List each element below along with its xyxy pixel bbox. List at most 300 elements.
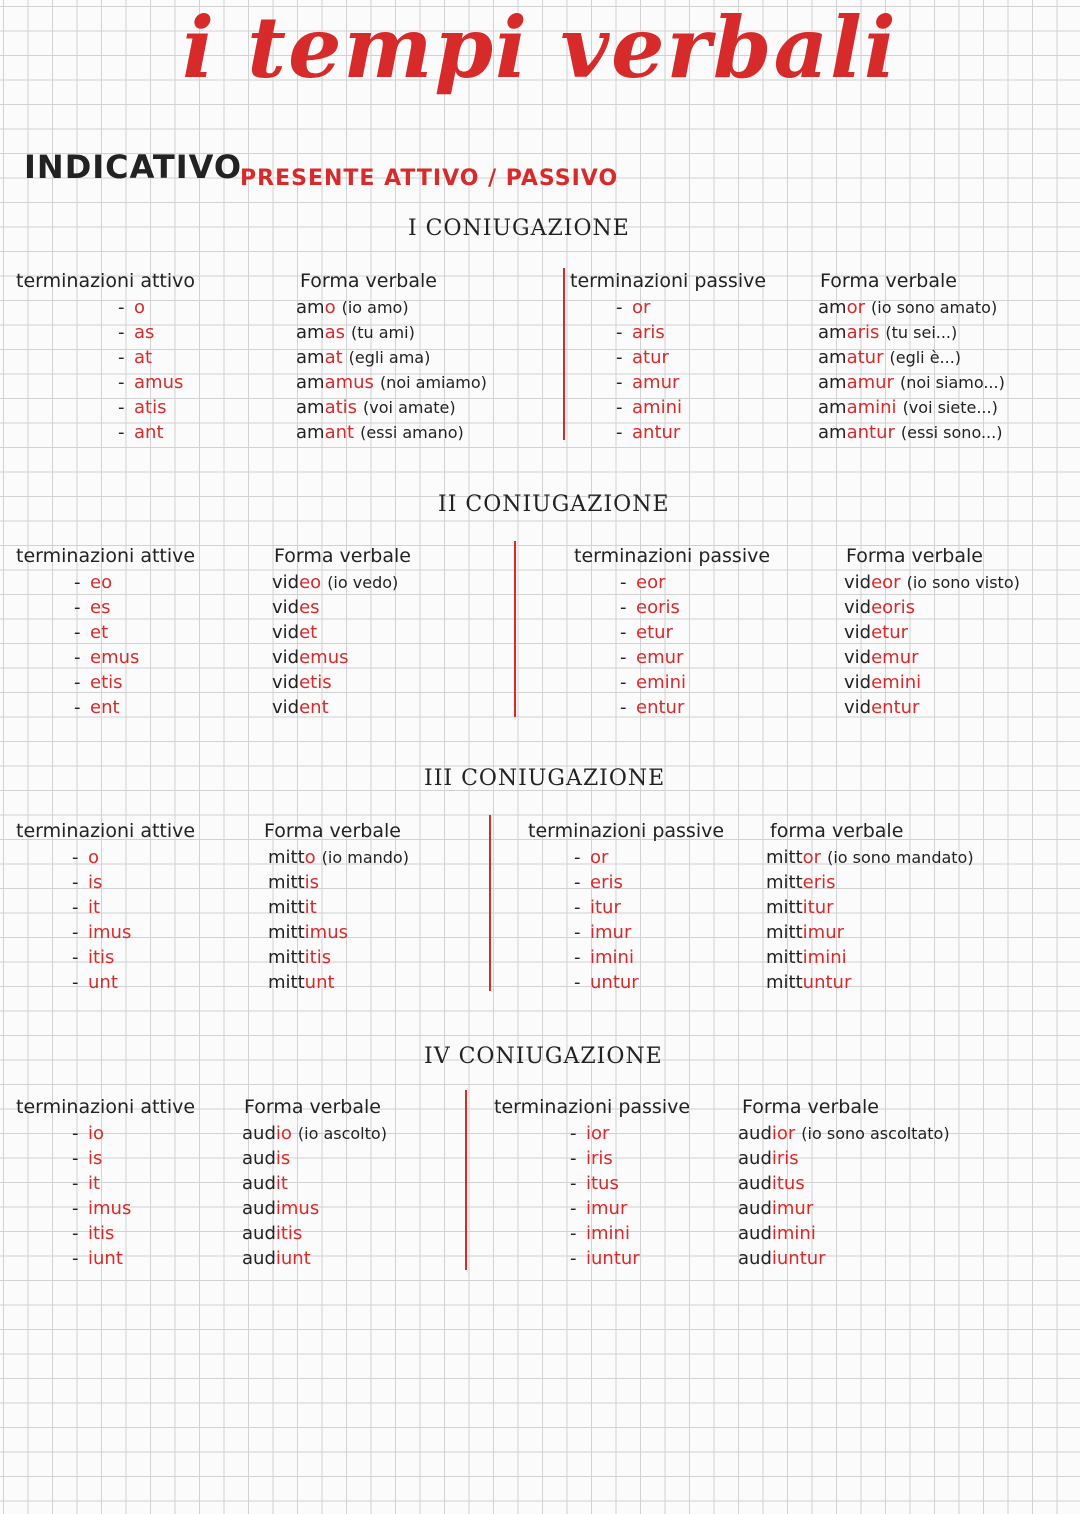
verb-form-row: [272, 595, 398, 620]
page-title: i tempi verbali: [182, 0, 898, 97]
verb-stem: mitt: [766, 972, 803, 993]
ending: emini: [636, 672, 687, 693]
verb-stem: aud: [242, 1223, 276, 1244]
verb-stem: aud: [242, 1148, 276, 1169]
ending: eor: [636, 572, 666, 593]
dash-mark: -: [616, 397, 623, 418]
column-divider: [489, 815, 491, 991]
ending-row: [118, 345, 183, 370]
verb-stem: aud: [242, 1198, 276, 1219]
dash-mark: -: [118, 322, 125, 343]
verb-form-row: [844, 595, 1020, 620]
translation: (tu ami): [351, 323, 415, 342]
ending-row: [570, 1121, 640, 1146]
ending: ent: [90, 697, 120, 718]
ending: io: [88, 1123, 105, 1144]
dash-mark: -: [620, 647, 627, 668]
ending-row: [74, 645, 139, 670]
verb-stem: mitt: [766, 897, 803, 918]
verb-stem: vid: [272, 672, 300, 693]
verb-form-row: [818, 420, 1005, 445]
verb-ending: imini: [771, 1223, 816, 1244]
verb-ending: et: [299, 622, 318, 643]
ending: antur: [632, 422, 681, 443]
dash-mark: -: [72, 1173, 79, 1194]
verb-ending: unt: [304, 972, 335, 993]
dash-mark: -: [72, 847, 79, 868]
translation: (essi sono...): [900, 423, 1003, 442]
ending: o: [88, 847, 100, 868]
verb-ending: etur: [871, 622, 909, 643]
passive-forms-list: [818, 295, 1005, 445]
ending-row: [118, 320, 183, 345]
dash-mark: -: [616, 372, 623, 393]
active-forms-list: [268, 845, 409, 995]
ending: itur: [590, 897, 621, 918]
dash-mark: -: [570, 1198, 577, 1219]
verb-stem: aud: [242, 1248, 276, 1269]
verb-form-row: [844, 645, 1020, 670]
dash-mark: -: [72, 972, 79, 993]
dash-mark: -: [574, 947, 581, 968]
ending-row: [72, 870, 131, 895]
verb-stem: mitt: [268, 897, 305, 918]
ending-row: [616, 345, 682, 370]
verb-form-row: [296, 295, 487, 320]
ending: at: [134, 347, 153, 368]
verb-ending: as: [324, 322, 345, 343]
translation: (io ascolto): [297, 1124, 387, 1143]
active-endings-header: terminazioni attive: [16, 820, 196, 842]
verb-stem: am: [818, 422, 847, 443]
active-form-header: Forma verbale: [274, 545, 411, 567]
verb-ending: eor: [871, 572, 901, 593]
verb-ending: or: [846, 297, 865, 318]
verb-form-row: [738, 1246, 950, 1271]
ending: it: [88, 1173, 101, 1194]
verb-ending: entur: [871, 697, 920, 718]
passive-forms-list: [766, 845, 974, 995]
verb-ending: iuntur: [771, 1248, 826, 1269]
dash-mark: -: [118, 347, 125, 368]
verb-stem: am: [818, 347, 847, 368]
ending-row: [620, 670, 686, 695]
ending: amus: [134, 372, 184, 393]
ending: untur: [590, 972, 639, 993]
active-endings-list: [72, 1121, 131, 1271]
verb-form-row: [242, 1121, 387, 1146]
dash-mark: -: [118, 372, 125, 393]
ending-row: [72, 895, 131, 920]
verb-stem: mitt: [766, 922, 803, 943]
verb-form-row: [296, 395, 487, 420]
verb-ending: at: [324, 347, 343, 368]
ending-row: [570, 1246, 640, 1271]
verb-stem: mitt: [766, 847, 803, 868]
ending-row: [616, 420, 682, 445]
verb-form-row: [766, 920, 974, 945]
ending: eris: [590, 872, 623, 893]
ending-row: [574, 945, 639, 970]
verb-ending: eo: [299, 572, 322, 593]
dash-mark: -: [574, 922, 581, 943]
verb-stem: am: [818, 297, 847, 318]
verb-form-row: [268, 970, 409, 995]
translation: (noi amiamo): [379, 373, 487, 392]
ending: or: [632, 297, 651, 318]
dash-mark: -: [74, 647, 81, 668]
verb-ending: imur: [771, 1198, 814, 1219]
ending: imini: [590, 947, 634, 968]
ending-row: [118, 370, 183, 395]
verb-stem: vid: [844, 597, 872, 618]
verb-ending: ior: [771, 1123, 796, 1144]
verb-ending: o: [304, 847, 316, 868]
ending: entur: [636, 697, 685, 718]
ending: amur: [632, 372, 680, 393]
dash-mark: -: [72, 947, 79, 968]
verb-ending: it: [275, 1173, 288, 1194]
active-form-header: Forma verbale: [264, 820, 401, 842]
dash-mark: -: [570, 1173, 577, 1194]
dash-mark: -: [616, 422, 623, 443]
verb-stem: mitt: [268, 847, 305, 868]
active-form-header: Forma verbale: [244, 1096, 381, 1118]
verb-stem: vid: [272, 697, 300, 718]
dash-mark: -: [616, 322, 623, 343]
dash-mark: -: [72, 1123, 79, 1144]
ending-row: [72, 970, 131, 995]
dash-mark: -: [118, 297, 125, 318]
ending: ant: [134, 422, 164, 443]
verb-ending: eris: [802, 872, 836, 893]
verb-ending: amus: [324, 372, 374, 393]
verb-stem: vid: [844, 647, 872, 668]
verb-form-row: [766, 895, 974, 920]
verb-form-row: [766, 845, 974, 870]
dash-mark: -: [574, 972, 581, 993]
ending-row: [72, 1121, 131, 1146]
ending: atis: [134, 397, 167, 418]
verb-ending: eoris: [871, 597, 915, 618]
ending: etis: [90, 672, 123, 693]
ending-row: [620, 645, 686, 670]
ending: es: [90, 597, 111, 618]
translation: (io sono amato): [871, 298, 998, 317]
active-endings-list: [118, 295, 183, 445]
ending-row: [570, 1146, 640, 1171]
verb-ending: imus: [275, 1198, 320, 1219]
ending: itis: [88, 947, 115, 968]
passive-endings-header: terminazioni passive: [570, 270, 767, 292]
ending: iris: [586, 1148, 613, 1169]
verb-ending: imini: [802, 947, 847, 968]
ending: eoris: [636, 597, 680, 618]
verb-form-row: [766, 945, 974, 970]
passive-form-header: Forma verbale: [820, 270, 957, 292]
verb-ending: emur: [871, 647, 919, 668]
passive-endings-list: [616, 295, 682, 445]
verb-ending: itur: [802, 897, 834, 918]
dash-mark: -: [570, 1148, 577, 1169]
passive-endings-list: [620, 570, 686, 720]
dash-mark: -: [118, 422, 125, 443]
conjugation-label: III CONIUGAZIONE: [424, 766, 666, 791]
dash-mark: -: [118, 397, 125, 418]
verb-form-row: [272, 620, 398, 645]
ending: imur: [586, 1198, 628, 1219]
ending: o: [134, 297, 146, 318]
verb-form-row: [242, 1246, 387, 1271]
dash-mark: -: [620, 697, 627, 718]
dash-mark: -: [574, 897, 581, 918]
ending: iunt: [88, 1248, 123, 1269]
verb-ending: antur: [846, 422, 895, 443]
verb-ending: is: [304, 872, 320, 893]
ending-row: [574, 895, 639, 920]
verb-stem: am: [296, 347, 325, 368]
ending-row: [72, 1221, 131, 1246]
verb-form-row: [766, 870, 974, 895]
verb-stem: am: [296, 422, 325, 443]
verb-form-row: [242, 1221, 387, 1246]
verb-ending: es: [299, 597, 320, 618]
ending: is: [88, 872, 103, 893]
verb-form-row: [268, 845, 409, 870]
verb-stem: vid: [844, 697, 872, 718]
conjugation-label: IV CONIUGAZIONE: [424, 1044, 663, 1069]
passive-endings-header: terminazioni passive: [494, 1096, 691, 1118]
verb-form-row: [818, 370, 1005, 395]
dash-mark: -: [72, 872, 79, 893]
verb-stem: aud: [738, 1123, 772, 1144]
translation: (io vedo): [327, 573, 399, 592]
translation: (tu sei...): [885, 323, 958, 342]
ending-row: [118, 395, 183, 420]
verb-ending: untur: [802, 972, 852, 993]
verb-form-row: [766, 970, 974, 995]
translation: (voi siete...): [902, 398, 998, 417]
active-endings-list: [74, 570, 139, 720]
ending: emus: [90, 647, 140, 668]
verb-stem: aud: [242, 1173, 276, 1194]
ending: imur: [590, 922, 632, 943]
verb-ending: io: [275, 1123, 292, 1144]
verb-ending: it: [304, 897, 317, 918]
dash-mark: -: [74, 597, 81, 618]
conjugation-label: I CONIUGAZIONE: [408, 216, 630, 241]
ending-row: [620, 595, 686, 620]
mood-label: INDICATIVO: [24, 148, 243, 186]
ending-row: [74, 670, 139, 695]
verb-form-row: [818, 320, 1005, 345]
ending-row: [74, 595, 139, 620]
verb-form-row: [738, 1196, 950, 1221]
verb-form-row: [738, 1221, 950, 1246]
dash-mark: -: [72, 1223, 79, 1244]
ending: or: [590, 847, 609, 868]
active-endings-list: [72, 845, 131, 995]
verb-stem: vid: [844, 572, 872, 593]
ending: eo: [90, 572, 113, 593]
verb-stem: aud: [738, 1173, 772, 1194]
verb-form-row: [242, 1171, 387, 1196]
verb-stem: mitt: [268, 947, 305, 968]
verb-stem: mitt: [268, 972, 305, 993]
translation: (io sono visto): [906, 573, 1020, 592]
verb-form-row: [242, 1196, 387, 1221]
ending-row: [72, 1171, 131, 1196]
ending: et: [90, 622, 109, 643]
verb-stem: vid: [844, 622, 872, 643]
verb-ending: amur: [846, 372, 894, 393]
verb-form-row: [296, 420, 487, 445]
translation: (io amo): [341, 298, 409, 317]
ending-row: [74, 620, 139, 645]
verb-form-row: [272, 570, 398, 595]
ending: ior: [586, 1123, 610, 1144]
verb-ending: imus: [304, 922, 348, 943]
passive-forms-list: [844, 570, 1020, 720]
verb-stem: aud: [738, 1248, 772, 1269]
ending-row: [570, 1196, 640, 1221]
ending: it: [88, 897, 101, 918]
active-form-header: Forma verbale: [300, 270, 437, 292]
verb-form-row: [272, 645, 398, 670]
ending-row: [620, 570, 686, 595]
verb-form-row: [844, 570, 1020, 595]
verb-ending: etis: [299, 672, 332, 693]
ending-row: [570, 1221, 640, 1246]
ending: imini: [586, 1223, 630, 1244]
verb-ending: emini: [871, 672, 922, 693]
verb-form-row: [738, 1121, 950, 1146]
verb-ending: aris: [846, 322, 880, 343]
translation: (noi siamo...): [899, 373, 1005, 392]
verb-ending: emus: [299, 647, 349, 668]
dash-mark: -: [74, 672, 81, 693]
ending-row: [72, 1196, 131, 1221]
dash-mark: -: [616, 347, 623, 368]
active-endings-header: terminazioni attive: [16, 1096, 196, 1118]
ending-row: [74, 570, 139, 595]
passive-form-header: Forma verbale: [742, 1096, 879, 1118]
verb-form-row: [818, 395, 1005, 420]
ending-row: [570, 1171, 640, 1196]
dash-mark: -: [72, 1148, 79, 1169]
ending: amini: [632, 397, 682, 418]
dash-mark: -: [620, 597, 627, 618]
dash-mark: -: [72, 897, 79, 918]
ending-row: [574, 970, 639, 995]
ending: as: [134, 322, 155, 343]
ending-row: [620, 695, 686, 720]
ending-row: [72, 845, 131, 870]
translation: (essi amano): [360, 423, 464, 442]
verb-stem: mitt: [766, 947, 803, 968]
ending-row: [74, 695, 139, 720]
active-forms-list: [242, 1121, 387, 1271]
verb-stem: am: [296, 297, 325, 318]
active-endings-header: terminazioni attive: [16, 545, 196, 567]
verb-form-row: [296, 345, 487, 370]
verb-stem: aud: [738, 1148, 772, 1169]
translation: (io sono mandato): [827, 848, 974, 867]
ending-row: [616, 395, 682, 420]
verb-form-row: [738, 1146, 950, 1171]
active-forms-list: [272, 570, 398, 720]
ending-row: [72, 1146, 131, 1171]
verb-stem: aud: [738, 1198, 772, 1219]
dash-mark: -: [74, 697, 81, 718]
verb-form-row: [844, 695, 1020, 720]
verb-stem: vid: [272, 622, 300, 643]
tense-heading: PRESENTE ATTIVO / PASSIVO: [240, 166, 619, 191]
verb-form-row: [268, 920, 409, 945]
translation: (io mando): [321, 848, 409, 867]
passive-endings-header: terminazioni passive: [574, 545, 771, 567]
verb-stem: mitt: [766, 872, 803, 893]
ending: iuntur: [586, 1248, 640, 1269]
translation: (egli ama): [348, 348, 431, 367]
translation: (egli è...): [889, 348, 962, 367]
passive-endings-list: [574, 845, 639, 995]
verb-ending: atur: [846, 347, 884, 368]
dash-mark: -: [574, 872, 581, 893]
verb-ending: iris: [771, 1148, 799, 1169]
translation: (voi amate): [363, 398, 456, 417]
verb-form-row: [272, 670, 398, 695]
verb-form-row: [268, 945, 409, 970]
passive-form-header: forma verbale: [770, 820, 904, 842]
column-divider: [465, 1090, 467, 1270]
verb-form-row: [844, 670, 1020, 695]
verb-ending: atis: [324, 397, 358, 418]
dash-mark: -: [74, 622, 81, 643]
active-forms-list: [296, 295, 487, 445]
ending-row: [72, 1246, 131, 1271]
active-endings-header: terminazioni attivo: [16, 270, 196, 292]
ending: etur: [636, 622, 673, 643]
verb-form-row: [242, 1146, 387, 1171]
verb-stem: vid: [272, 572, 300, 593]
verb-ending: is: [275, 1148, 291, 1169]
verb-ending: ant: [324, 422, 355, 443]
ending: emur: [636, 647, 684, 668]
verb-form-row: [818, 345, 1005, 370]
dash-mark: -: [570, 1123, 577, 1144]
dash-mark: -: [620, 572, 627, 593]
dash-mark: -: [570, 1248, 577, 1269]
ending-row: [574, 920, 639, 945]
column-divider: [514, 541, 516, 717]
ending: is: [88, 1148, 103, 1169]
passive-form-header: Forma verbale: [846, 545, 983, 567]
verb-ending: itis: [304, 947, 332, 968]
verb-ending: imur: [802, 922, 844, 943]
ending-row: [574, 870, 639, 895]
column-divider: [563, 268, 565, 440]
ending-row: [616, 370, 682, 395]
passive-endings-header: terminazioni passive: [528, 820, 725, 842]
verb-form-row: [268, 870, 409, 895]
ending-row: [616, 295, 682, 320]
dash-mark: -: [574, 847, 581, 868]
verb-ending: itis: [275, 1223, 303, 1244]
verb-stem: vid: [844, 672, 872, 693]
verb-form-row: [844, 620, 1020, 645]
verb-form-row: [818, 295, 1005, 320]
